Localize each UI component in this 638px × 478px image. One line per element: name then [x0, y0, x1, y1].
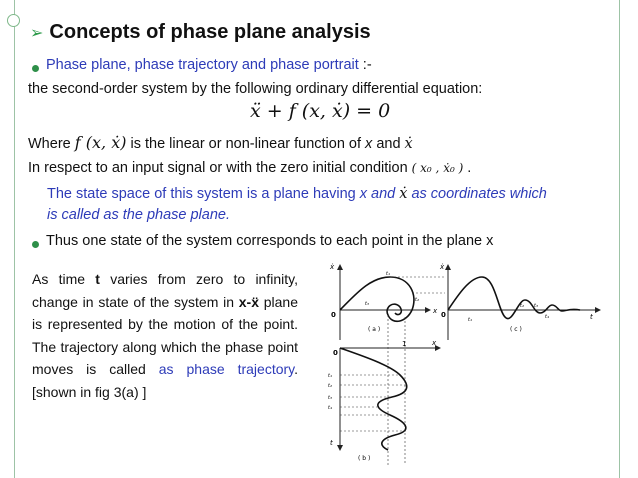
svg-text:0: 0 — [441, 311, 446, 319]
svg-text:( c ): ( c ) — [510, 326, 522, 333]
left-border-line — [14, 0, 15, 478]
svg-text:( b ): ( b ) — [358, 455, 371, 462]
subfigure-c — [439, 263, 600, 340]
bullet-icon — [32, 241, 39, 248]
corner-circle-ornament — [7, 14, 20, 27]
bullet-one-state: Thus one state of the system corresponds to each point in the plane x — [46, 233, 494, 249]
svg-text:t₁: t₁ — [328, 373, 332, 379]
svg-text:t₄: t₄ — [545, 314, 549, 320]
svg-text:t: t — [590, 313, 593, 321]
svg-text:0: 0 — [333, 349, 338, 357]
svg-text:x: x — [433, 307, 438, 315]
subfigure-a — [329, 263, 445, 465]
svg-text:0: 0 — [331, 311, 336, 319]
svg-text:1: 1 — [402, 340, 407, 348]
differential-equation: ẍ + f (x, ẋ) = 0 — [250, 100, 391, 122]
svg-text:( a ): ( a ) — [368, 326, 381, 333]
svg-text:x: x — [432, 339, 437, 347]
svg-text:t₁: t₁ — [386, 271, 390, 277]
svg-text:t: t — [330, 439, 333, 447]
svg-text:t₃: t₃ — [534, 303, 538, 309]
arrow-bullet-icon: ➢ — [30, 25, 44, 42]
state-space-line-2: is called as the phase plane. — [47, 207, 230, 223]
svg-text:t₂: t₂ — [415, 297, 419, 303]
subfigure-b — [328, 339, 440, 462]
svg-text:t₃: t₃ — [365, 301, 369, 307]
svg-text:t₂: t₂ — [520, 303, 524, 309]
svg-text:t₃: t₃ — [328, 395, 332, 401]
bullet-phase-plane: Phase plane, phase trajectory and phase portrait :- — [46, 57, 372, 73]
state-space-line-1: The state space of this system is a plane having x and ẋ as coordinates which — [47, 186, 547, 202]
where-line: Where f (x, ẋ) is the linear or non-linear function of x and ẋ — [28, 133, 413, 152]
intro-line: the second-order system by the following ordinary differential equation: — [28, 81, 483, 97]
svg-text:ẋ: ẋ — [330, 263, 335, 271]
phase-trajectory-figure — [300, 255, 620, 470]
figure-svg — [300, 255, 620, 470]
svg-text:t₄: t₄ — [328, 405, 332, 411]
svg-text:t₂: t₂ — [328, 383, 332, 389]
initial-condition-line: In respect to an input signal or with the zero initial condition ( x₀ , ẋ₀ ) . — [28, 160, 472, 176]
slide-title: ➢ Concepts of phase plane analysis — [30, 21, 371, 43]
bullet-icon — [32, 65, 39, 72]
svg-text:ẋ: ẋ — [440, 263, 445, 271]
trajectory-paragraph: As time t varies from zero to infinity, change in state of the system in x-ẍ plane is represented by the motion of the point. The trajectory along which the phase point moves is called as phase trajectory. [shown in fig 3(a) ] — [32, 271, 299, 400]
svg-text:t₁: t₁ — [468, 317, 472, 323]
